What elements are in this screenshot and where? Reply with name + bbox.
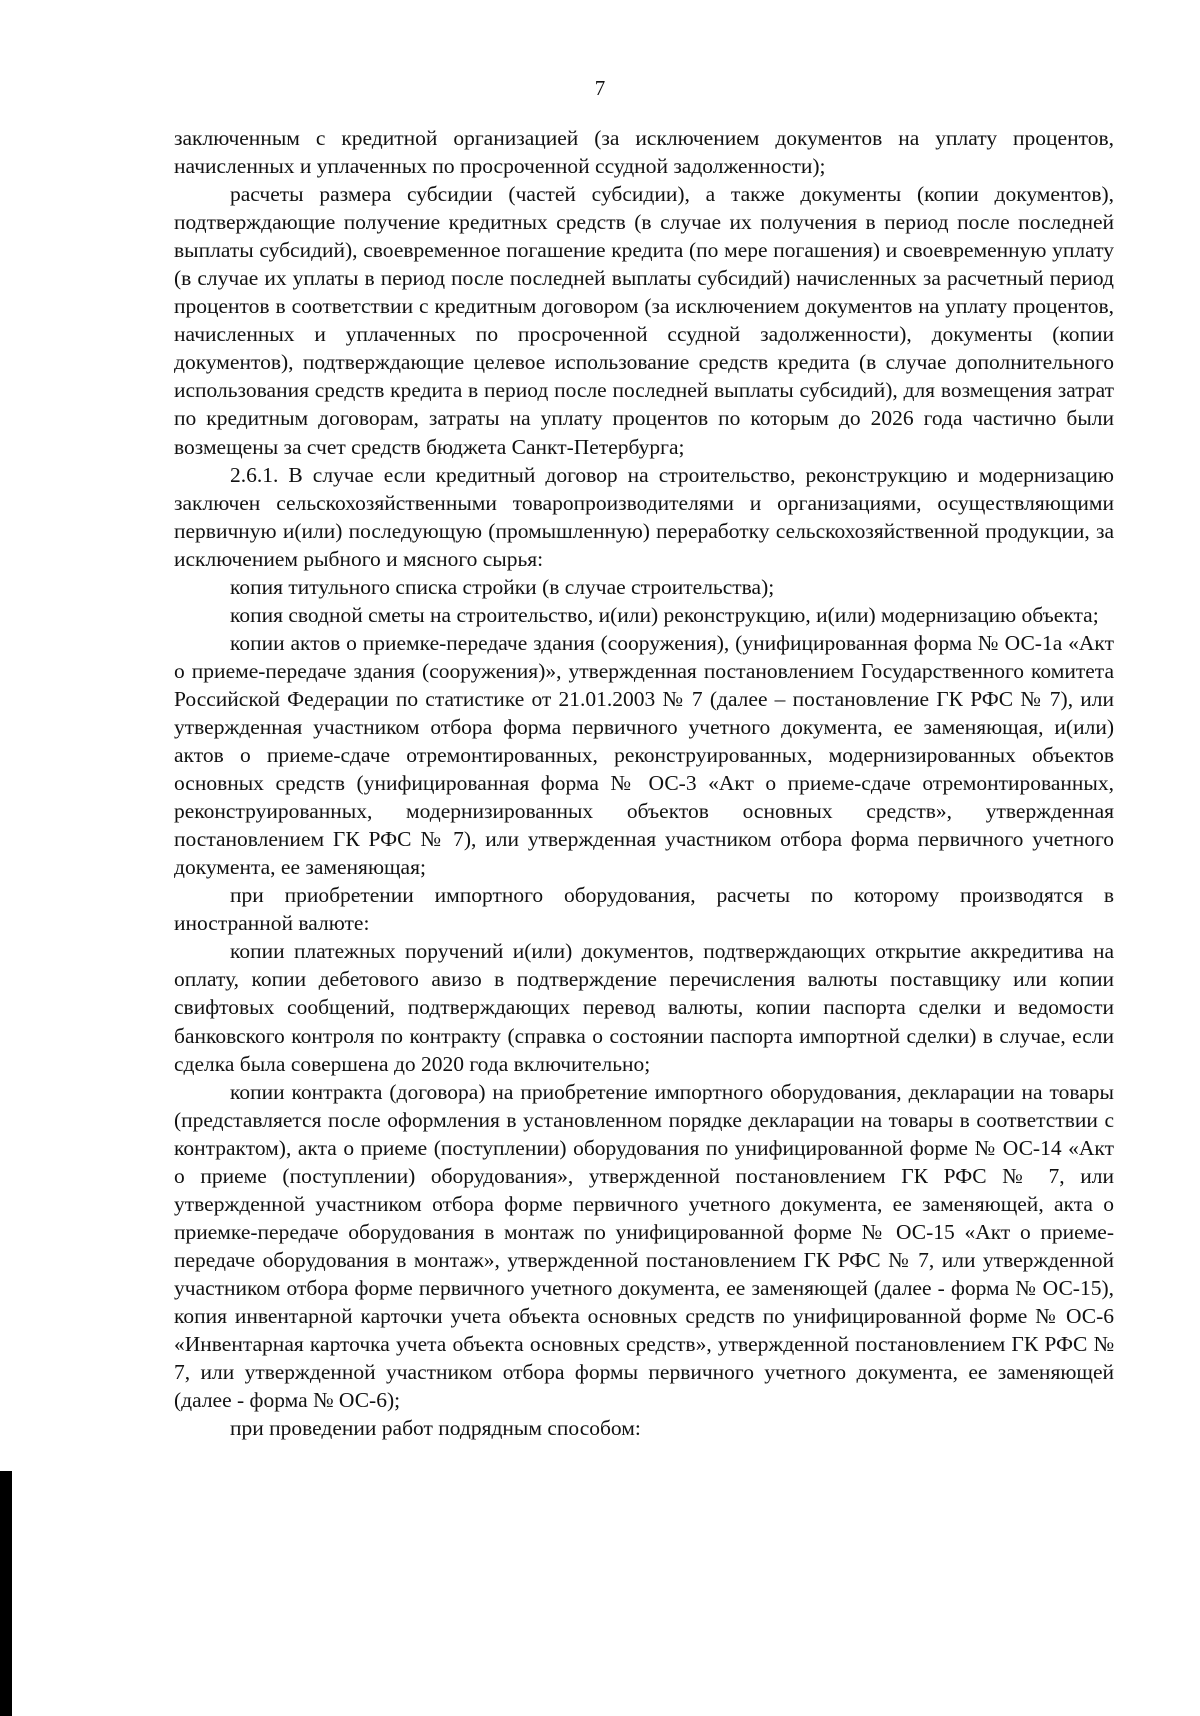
paragraph: копия сводной сметы на строительство, и(или) реконструкцию, и(или) модернизацию объекта; bbox=[230, 602, 1099, 627]
paragraph: копии контракта (договора) на приобретение импортного оборудования, декларации на товары (представляется после оформления в установленном порядке декларации на товары в соответствии с контрактом), акта о приеме (поступлении) оборудования по унифицированной форме № ОС-14 «Акт о приеме (поступлении) оборудования», утвержденной постановлением ГК РФС № 7, или утвержденной участником отбора форме первичного учетного документа, ее заменяющей, акта о приемке-передаче оборудования в монтаж по унифицированной форме № ОС-15 «Акт о приеме-передаче оборудования в монтаж», утвержденной постановлением ГК РФС № 7, или утвержденной участником отбора форме первичного учетного документа, ее заменяющей (далее - форма № ОС-15), копия инвентарной карточки учета объекта основных средств по унифицированной форме № ОС-6 «Инвентарная карточка учета объекта основных средств», утвержденной постановлением ГК РФС № 7, или утвержденной участником отбора формы первичного учетного документа, ее заменяющей (далее - форма № ОС-6); bbox=[174, 1079, 1114, 1413]
page-number: 7 bbox=[594, 76, 606, 100]
paragraph: заключенным с кредитной организацией (за исключением документов на уплату процентов, начисленных и уплаченных по просроченной ссудной задолженности); bbox=[174, 126, 1114, 179]
paragraph: при проведении работ подрядным способом: bbox=[230, 1416, 641, 1441]
paragraph: копии актов о приемке-передаче здания (сооружения), (унифицированная форма № ОС-1а «Акт о приеме-передаче здания (сооружения)», утвержденная постановлением Государственного комитета Российской Федерации по статистике от 21.01.2003 № 7 (далее – постановление ГК РФС № 7), или утвержденная участником отбора форма первичного учетного документа, ее заменяющая, и(или) актов о приеме-сдаче отремонтированных, реконструированных, модернизированных объектов основных средств (унифицированная форма № ОС-3 «Акт о приеме-сдаче отремонтированных, реконструированных, модернизированных объектов основных средств», утвержденная постановлением ГК РФС № 7), или утвержденная участником отбора форма первичного учетного документа, ее заменяющая; bbox=[174, 630, 1114, 880]
section-heading-paragraph: 2.6.1. В случае если кредитный договор на строительство, реконструкцию и модернизацию заключен сельскохозяйственными товаропроизводителями и организациями, осуществляющими первичную и(или) последующую (промышленную) переработку сельскохозяйственной продукции, за исключением рыбного и мясного сырья: bbox=[174, 462, 1114, 571]
paragraph: копия титульного списка стройки (в случае строительства); bbox=[230, 574, 775, 599]
document-body bbox=[174, 124, 1114, 1442]
paragraph: при приобретении импортного оборудования, расчеты по которому производятся в иностранной валюте: bbox=[174, 883, 1114, 936]
paragraph: расчеты размера субсидии (частей субсидии), а также документы (копии документов), подтверждающие получение кредитных средств (в случае их получения в период после последней выплаты субсидий), своевременное погашение кредита (по мере погашения) и своевременную уплату (в случае их уплаты в период после последней выплаты субсидий) начисленных за расчетный период процентов в соответствии с кредитным договором (за исключением документов на уплату процентов, начисленных и уплаченных по просроченной ссудной задолженности), документы (копии документов), подтверждающие целевое использование средств кредита (в случае дополнительного использования средств кредита в период после последней выплаты субсидий), для возмещения затрат по кредитным договорам, затраты на уплату процентов по которым до 2026 года частично были возмещены за счет средств бюджета Санкт-Петербурга; bbox=[174, 182, 1114, 459]
scan-edge-mark bbox=[0, 1471, 12, 1716]
paragraph: копии платежных поручений и(или) документов, подтверждающих открытие аккредитива на оплату, копии дебетового авизо в подтверждение перечисления валюты поставщику или копии свифтовых сообщений, подтверждающих перевод валюты, копии паспорта сделки и ведомости банковского контроля по контракту (справка о состоянии паспорта импортной сделки) в случае, если сделка была совершена до 2020 года включительно; bbox=[174, 939, 1114, 1076]
